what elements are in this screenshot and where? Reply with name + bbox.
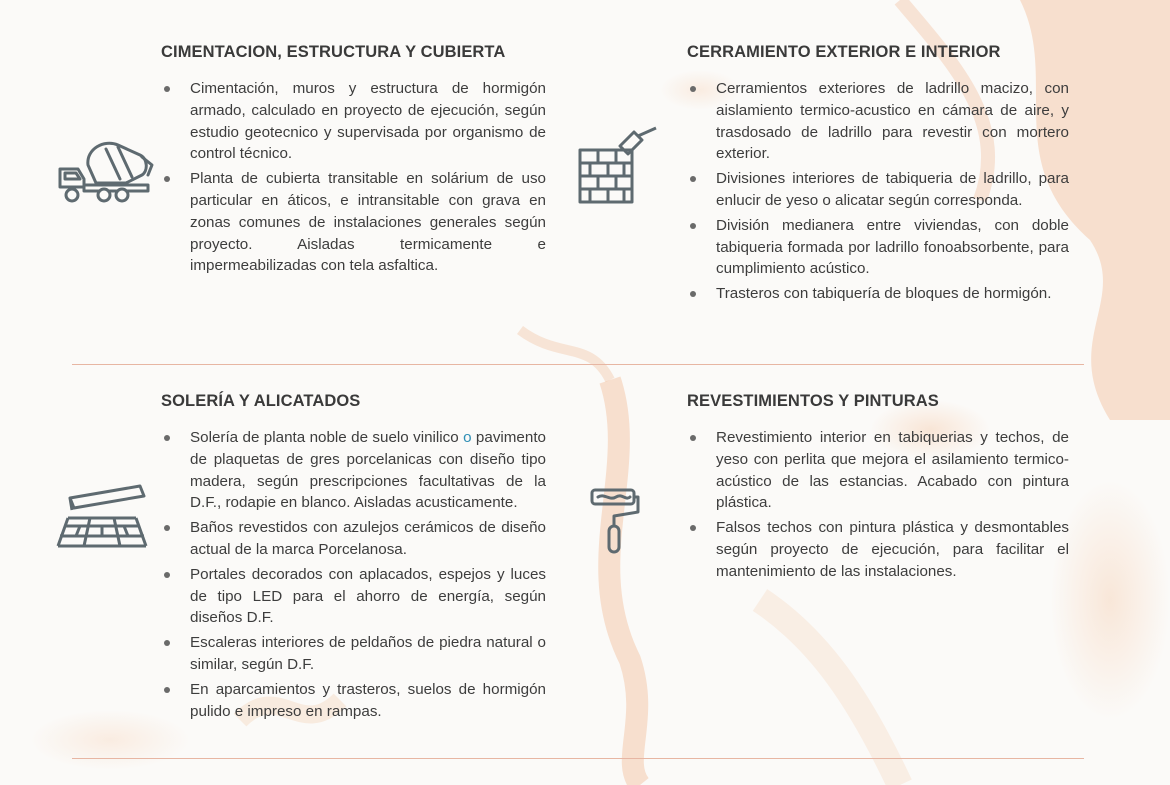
section-title: REVESTIMIENTOS Y PINTURAS [687, 392, 939, 410]
section-cerramiento [687, 43, 1069, 308]
list-item: Revestimiento interior en tabiquerias y techos, de yeso con perlita que mejora el asilamiento termico-acústico de las estancias. Acabado con pintura plástica. [687, 427, 1069, 514]
section-divider [72, 364, 1084, 365]
section-divider [72, 758, 1084, 759]
list-item: Planta de cubierta transitable en solárium de uso particular en áticos, e intransitable con grava en zonas comunes de instalaciones generales según proyecto. Aisladas termicamente e impermeabilizadas con tela asfaltica. [161, 168, 546, 277]
list-item: Escaleras interiores de peldaños de piedra natural o similar, según D.F. [161, 632, 546, 676]
section-soleria [161, 392, 546, 725]
concrete-mixer-truck-icon [56, 135, 156, 207]
bullet-list [161, 78, 546, 277]
list-item: En aparcamientos y trasteros, suelos de hormigón pulido e impreso en rampas. [161, 679, 546, 723]
bullet-list [687, 427, 1069, 583]
list-item: Cerramientos exteriores de ladrillo macizo, con aislamiento termico-acustico en cámara de aire, y trasdosado de ladrillo para revestir con mortero exterior. [687, 78, 1069, 165]
section-title: SOLERÍA Y ALICATADOS [161, 392, 361, 410]
list-item [161, 427, 546, 514]
section-title: CIMENTACION, ESTRUCTURA Y CUBIERTA [161, 43, 506, 61]
paint-roller-icon [588, 486, 640, 558]
list-item: Cimentación, muros y estructura de hormigón armado, calculado en proyecto de ejecución, según estudio geotecnico y supervisada por organismo de control técnico. [161, 78, 546, 165]
section-cimentacion [161, 43, 546, 280]
list-item: Portales decorados con aplacados, espejos y luces de tipo LED para el ahorro de energía, según diseños D.F. [161, 564, 546, 629]
list-item-text: Solería de planta noble de suelo vinilico [190, 429, 464, 446]
floor-tiles-icon [56, 482, 148, 554]
list-item: Baños revestidos con azulejos cerámicos de diseño actual de la marca Porcelanosa. [161, 517, 546, 561]
list-item: Trasteros con tabiquería de bloques de hormigón. [687, 283, 1069, 305]
list-item-text: pavimento de plaquetas de gres porcelanicas con diseño tipo madera, según prescripciones facultativas de la D.F., rodapie en blanco. Aisladas acusticamente. [190, 429, 546, 512]
list-item: Divisiones interiores de tabiqueria de ladrillo, para enlucir de yeso o alicatar según corresponda. [687, 168, 1069, 212]
list-item: Falsos techos con pintura plástica y desmontables según proyecto de ejecución, para facilitar el mantenimiento de las instalaciones. [687, 517, 1069, 582]
highlighted-letter: o [463, 429, 472, 446]
list-item: División medianera entre viviendas, con doble tabiqueria formada por ladrillo fonoabsorbente, para cumplimiento acústico. [687, 215, 1069, 280]
brick-wall-trowel-icon [576, 126, 664, 206]
section-revestimientos [687, 392, 1069, 586]
section-title: CERRAMIENTO EXTERIOR E INTERIOR [687, 43, 1001, 61]
bullet-list [687, 78, 1069, 305]
bullet-list [161, 427, 546, 722]
